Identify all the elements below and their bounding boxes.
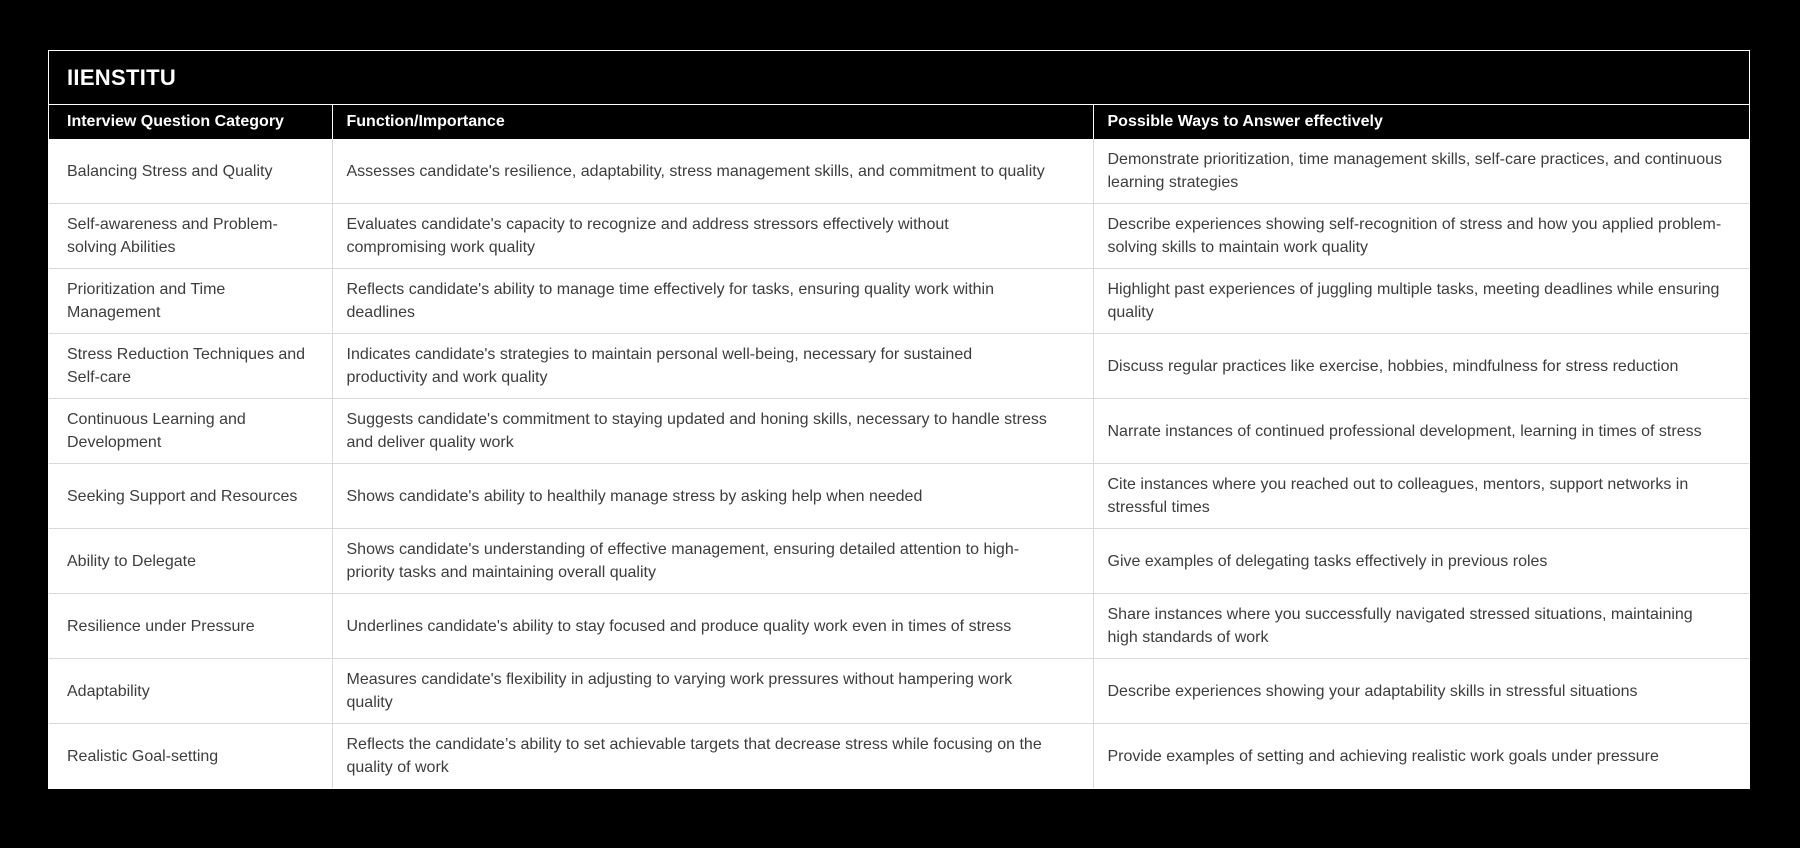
table-row [49, 399, 1749, 464]
column-header-category: Interview Question Category [49, 105, 332, 139]
table-row [49, 139, 1749, 204]
function-cell: Underlines candidate's ability to stay focused and produce quality work even in times of stress [332, 594, 1093, 659]
table-row [49, 334, 1749, 399]
column-header-answers: Possible Ways to Answer effectively [1093, 105, 1749, 139]
table-row [49, 464, 1749, 529]
category-cell: Ability to Delegate [49, 529, 332, 594]
answer-cell: Give examples of delegating tasks effectively in previous roles [1093, 529, 1749, 594]
answer-cell: Describe experiences showing your adaptability skills in stressful situations [1093, 659, 1749, 724]
table-row [49, 659, 1749, 724]
table-row [49, 204, 1749, 269]
category-cell: Realistic Goal-setting [49, 724, 332, 789]
answer-cell: Cite instances where you reached out to colleagues, mentors, support networks in stressful times [1093, 464, 1749, 529]
category-cell: Self-awareness and Problem-solving Abilities [49, 204, 332, 269]
answer-cell: Describe experiences showing self-recognition of stress and how you applied problem-solving skills to maintain work quality [1093, 204, 1749, 269]
table-row [49, 724, 1749, 789]
table-row [49, 594, 1749, 659]
answer-cell: Narrate instances of continued professional development, learning in times of stress [1093, 399, 1749, 464]
answer-cell: Demonstrate prioritization, time management skills, self-care practices, and continuous learning strategies [1093, 139, 1749, 204]
function-cell: Shows candidate's ability to healthily manage stress by asking help when needed [332, 464, 1093, 529]
table-row [49, 529, 1749, 594]
header-row [49, 105, 1749, 139]
column-header-function: Function/Importance [332, 105, 1093, 139]
function-cell: Reflects the candidate’s ability to set achievable targets that decrease stress while focusing on the quality of work [332, 724, 1093, 789]
answer-cell: Highlight past experiences of juggling multiple tasks, meeting deadlines while ensuring quality [1093, 269, 1749, 334]
function-cell: Shows candidate's understanding of effective management, ensuring detailed attention to high-priority tasks and maintaining overall quality [332, 529, 1093, 594]
answer-cell: Provide examples of setting and achieving realistic work goals under pressure [1093, 724, 1749, 789]
content-card [48, 50, 1750, 789]
category-cell: Seeking Support and Resources [49, 464, 332, 529]
brand-title: IIENSTITU [49, 51, 1749, 105]
category-cell: Continuous Learning and Development [49, 399, 332, 464]
table-row [49, 269, 1749, 334]
function-cell: Indicates candidate's strategies to maintain personal well-being, necessary for sustained productivity and work quality [332, 334, 1093, 399]
function-cell: Evaluates candidate's capacity to recognize and address stressors effectively without compromising work quality [332, 204, 1093, 269]
category-cell: Balancing Stress and Quality [49, 139, 332, 204]
answer-cell: Share instances where you successfully navigated stressed situations, maintaining high standards of work [1093, 594, 1749, 659]
category-cell: Resilience under Pressure [49, 594, 332, 659]
answer-cell: Discuss regular practices like exercise, hobbies, mindfulness for stress reduction [1093, 334, 1749, 399]
function-cell: Assesses candidate's resilience, adaptability, stress management skills, and commitment to quality [332, 139, 1093, 204]
interview-question-table [49, 105, 1749, 788]
category-cell: Adaptability [49, 659, 332, 724]
function-cell: Suggests candidate's commitment to staying updated and honing skills, necessary to handle stress and deliver quality work [332, 399, 1093, 464]
function-cell: Measures candidate's flexibility in adjusting to varying work pressures without hampering work quality [332, 659, 1093, 724]
function-cell: Reflects candidate's ability to manage time effectively for tasks, ensuring quality work within deadlines [332, 269, 1093, 334]
category-cell: Prioritization and Time Management [49, 269, 332, 334]
category-cell: Stress Reduction Techniques and Self-care [49, 334, 332, 399]
